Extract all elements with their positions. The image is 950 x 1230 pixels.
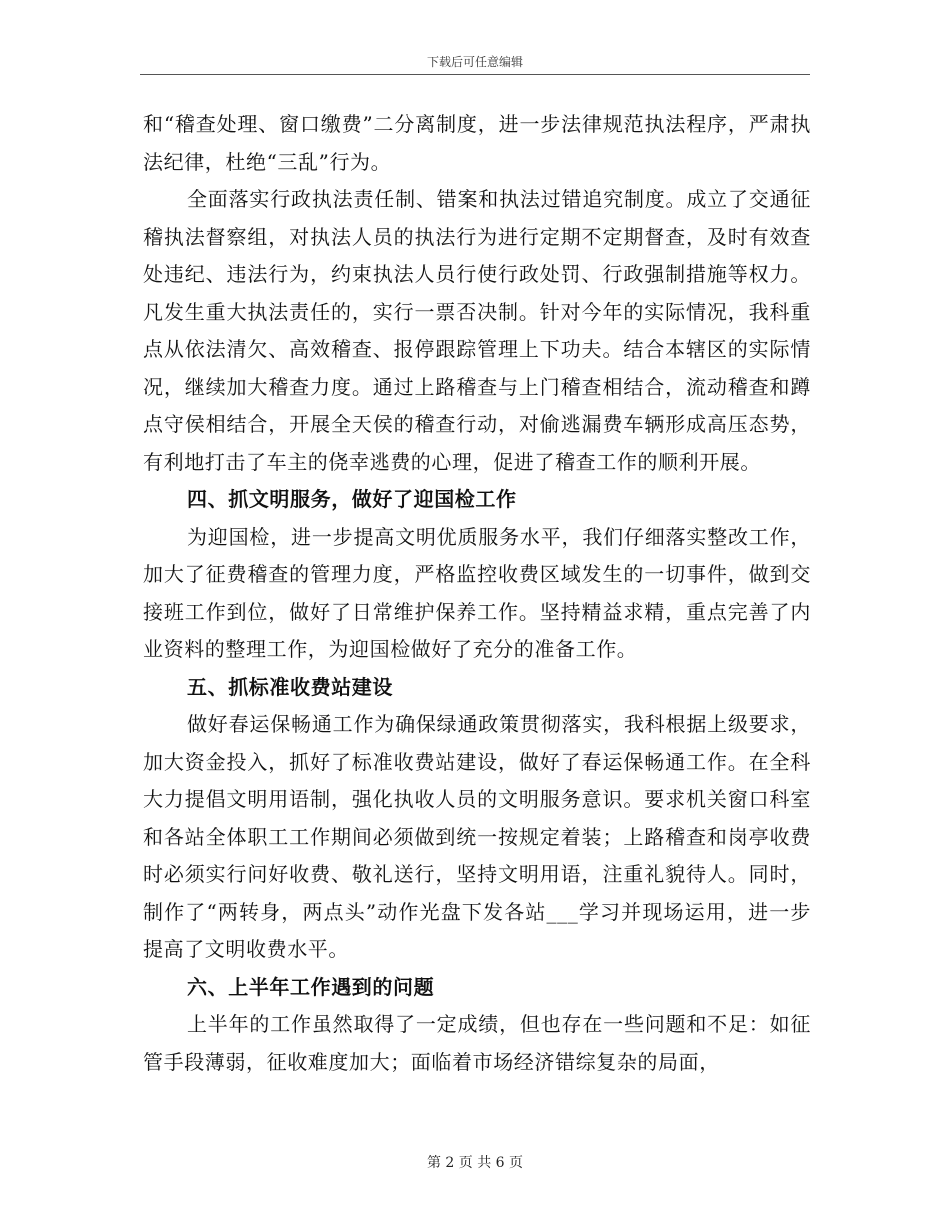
paragraph-accountability: 全面落实行政执法责任制、错案和执法过错追究制度。成立了交通征稽执法督察组，对执法人员的执法行为进行定期不定期督查，及时有效查处违纪、违法行为，约束执法人员行使行政处罚、行政强制措施等权力。凡发生重大执法责任的，实行一票否决制。针对今年的实际情况，我科重点从依法清欠、高效稽查、报停跟踪管理上下功夫。结合本辖区的实际情况，继续加大稽查力度。通过上路稽查与上门稽查相结合，流动稽查和蹲点守侯相结合，开展全天侯的稽查行动，对偷逃漏费车辆形成高压态势，有利地打击了车主的侥幸逃费的心理，促进了稽查工作的顺利开展。 bbox=[143, 187, 811, 474]
paragraph-standard-station: 做好春运保畅通工作为确保绿通政策贯彻落实，我科根据上级要求，加大资金投入，抓好了标准收费站建设，做好了春运保畅通工作。在全科大力提倡文明用语制，强化执收人员的文明服务意识。要求机关窗口科室和各站全体职工工作期间必须做到统一按规定着装；上路稽查和岗亭收费时必须实行问好收费、敬礼送行，坚持文明用语，注重礼貌待人。同时，制作了“两转身，两点头”动作光盘下发各站___学习并现场运用，进一步提高了文明收费水平。 bbox=[143, 712, 811, 961]
page-header: 下载后可任意编辑 bbox=[426, 55, 523, 69]
paragraph-problems: 上半年的工作虽然取得了一定成绩，但也存在一些问题和不足：如征管手段薄弱，征收难度加大；面临着市场经济错综复杂的局面， bbox=[143, 1012, 811, 1074]
page-number-footer: 第 2 页 共 6 页 bbox=[426, 1155, 524, 1171]
section-heading-5: 五、抓标准收费站建设 bbox=[187, 674, 393, 699]
paragraph-civilized-service: 为迎国检，进一步提高文明优质服务水平，我们仔细落实整改工作，加大了征费稽查的管理力度，严格监控收费区域发生的一切事件，做到交接班工作到位，做好了日常维护保养工作。坚持精益求精，重点完善了内业资料的整理工作，为迎国检做好了充分的准备工作。 bbox=[143, 524, 811, 661]
section-heading-6: 六、上半年工作遇到的问题 bbox=[187, 974, 435, 999]
section-heading-4: 四、抓文明服务，做好了迎国检工作 bbox=[187, 487, 517, 511]
header-divider bbox=[140, 74, 810, 75]
document-body bbox=[143, 106, 811, 1081]
paragraph-enforcement-procedure: 和“稽查处理、窗口缴费”二分离制度，进一步法律规范执法程序，严肃执法纪律，杜绝“三乱”行为。 bbox=[143, 112, 811, 174]
